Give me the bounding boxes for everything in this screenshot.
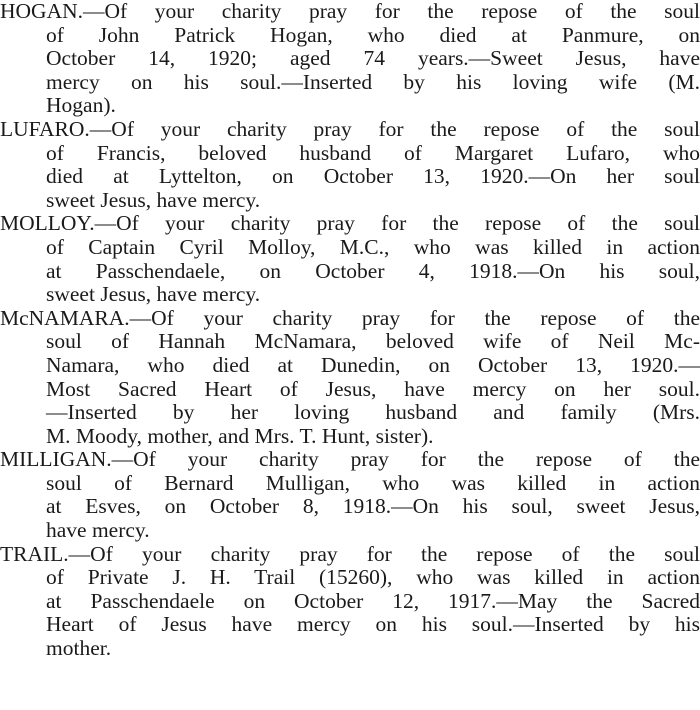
notice-line: of Francis, beloved husband of Margaret Lufaro, who — [46, 141, 700, 165]
notice-line: HOGAN.—Of your charity pray for the repose of the soul — [0, 0, 700, 23]
notice-molloy — [0, 212, 700, 306]
notice-line: mother. — [46, 637, 112, 661]
notice-lufaro — [0, 118, 700, 212]
notice-line: Most Sacred Heart of Jesus, have mercy on her soul. — [46, 377, 700, 401]
notice-line: October 14, 1920; aged 74 years.—Sweet Jesus, have — [46, 47, 700, 71]
notice-line: sweet Jesus, have mercy. — [46, 283, 261, 307]
notice-line: —Inserted by her loving husband and family (Mrs. — [46, 401, 700, 425]
notice-milligan — [0, 448, 700, 542]
notice-hogan — [0, 0, 700, 118]
notice-line: mercy on his soul.—Inserted by his loving wife (M. — [46, 70, 700, 94]
notice-line: McNAMARA.—Of your charity pray for the repose of the — [0, 306, 700, 330]
notice-line: M. Moody, mother, and Mrs. T. Hunt, sister). — [46, 424, 434, 448]
notice-line: Namara, who died at Dunedin, on October 13, 1920.— — [46, 353, 700, 377]
notice-line: MILLIGAN.—Of your charity pray for the repose of the — [0, 448, 700, 472]
notice-line: of Private J. H. Trail (15260), who was killed in action — [46, 566, 700, 590]
notice-line: of John Patrick Hogan, who died at Panmure, on — [46, 23, 700, 47]
notice-trail — [0, 543, 700, 661]
notice-line: soul of Hannah McNamara, beloved wife of Neil Mc- — [46, 330, 700, 354]
notice-line: Heart of Jesus have mercy on his soul.—Inserted by his — [46, 613, 700, 637]
notice-mcnamara — [0, 307, 700, 449]
notice-line: TRAIL.—Of your charity pray for the repose of the soul — [0, 542, 700, 566]
notice-line: of Captain Cyril Molloy, M.C., who was killed in action — [46, 235, 700, 259]
notice-line: Hogan). — [46, 94, 116, 118]
notice-line: have mercy. — [46, 519, 150, 543]
notice-line: at Passchendaele on October 12, 1917.—May the Sacred — [46, 589, 700, 613]
notice-line: MOLLOY.—Of your charity pray for the repose of the soul — [0, 212, 700, 236]
notice-line: LUFARO.—Of your charity pray for the repose of the soul — [0, 117, 700, 141]
notice-line: sweet Jesus, have mercy. — [46, 188, 261, 212]
notice-line: at Esves, on October 8, 1918.—On his soul, sweet Jesus, — [46, 495, 700, 519]
notice-line: died at Lyttelton, on October 13, 1920.—On her soul — [46, 165, 700, 189]
notice-line: soul of Bernard Mulligan, who was killed in action — [46, 471, 700, 495]
notice-line: at Passchendaele, on October 4, 1918.—On his soul, — [46, 259, 700, 283]
